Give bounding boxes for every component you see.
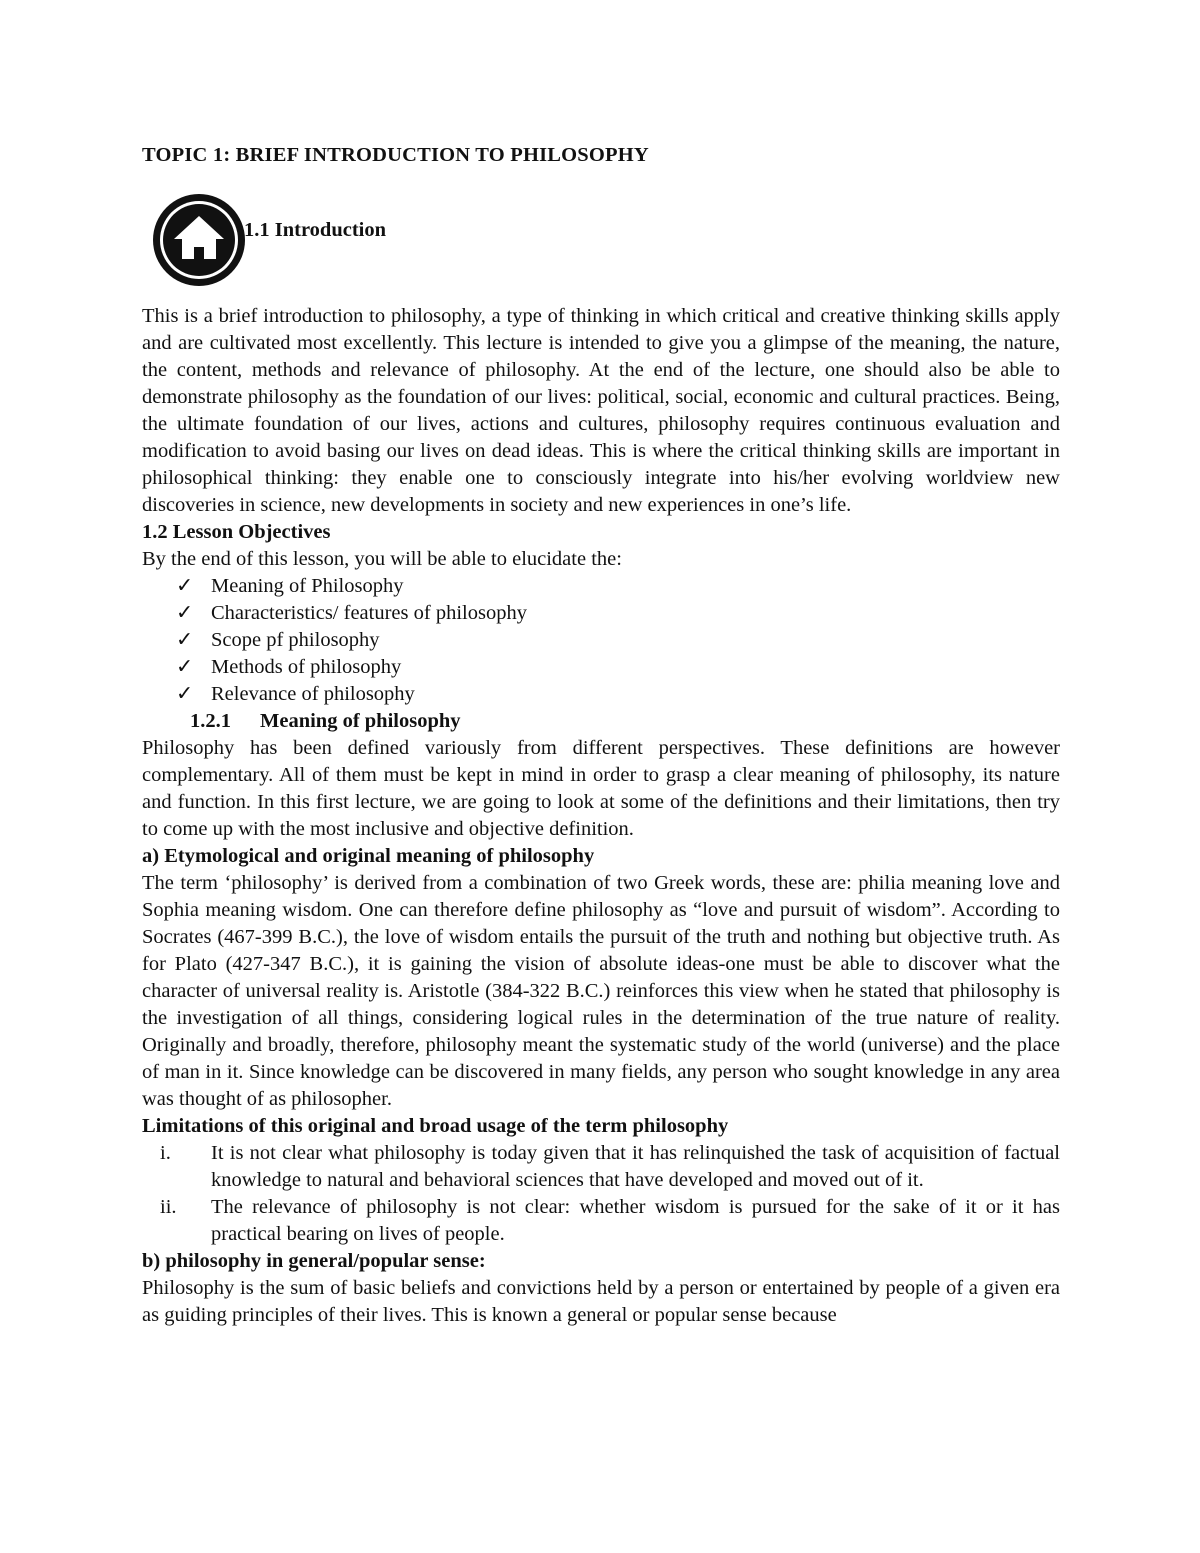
check-icon: ✓ [176, 683, 194, 705]
section-heading-meaning [190, 708, 1060, 735]
list-number: ii. [160, 1196, 177, 1218]
section-heading-lesson-objectives: 1.2 Lesson Objectives [142, 521, 331, 543]
heading-popular-sense: b) philosophy in general/popular sense: [142, 1250, 486, 1272]
objective-text: Scope pf philosophy [211, 629, 380, 651]
check-icon: ✓ [176, 602, 194, 624]
section-heading-introduction: 1.1 Introduction [244, 219, 387, 241]
section-number: 1.2.1 [190, 710, 231, 732]
etymology-paragraph: The term ‘philosophy’ is derived from a combination of two Greek words, these are: philia meaning love and Sophia meaning wisdom. One can therefore define philosophy as “love and pursuit of wisdom”. According to Socrates (467-399 B.C.), the love of wisdom entails the pursuit of the truth and nothing but objective truth. As for Plato (427-347 B.C.), it is gaining the vision of absolute ideas-one must be able to discover what the character of universal reality is. Aristotle (384-322 B.C.) reinforces this view when he stated that philosophy is the investigation of all things, considering logical rules in the determination of the true nature of reality. Originally and broadly, therefore, philosophy meant the systematic study of the world (universe) and the place of man in it. Since knowledge can be discovered in many fields, any person who sought knowledge in any area was thought of as philosopher. [142, 872, 1060, 1110]
objectives-list [142, 573, 1060, 708]
list-number: i. [160, 1142, 171, 1164]
popular-paragraph: Philosophy is the sum of basic beliefs and convictions held by a person or entertained by people of a given era as guiding principles of their lives. This is known a general or popular sense because [142, 1277, 1060, 1326]
list-item [142, 1140, 1060, 1194]
objective-text: Relevance of philosophy [211, 683, 415, 705]
list-item [142, 573, 1060, 600]
list-item [142, 627, 1060, 654]
check-icon: ✓ [176, 575, 194, 597]
objectives-intro: By the end of this lesson, you will be able to elucidate the: [142, 548, 622, 570]
intro-section-header [142, 193, 1060, 303]
list-item [142, 681, 1060, 708]
check-icon: ✓ [176, 629, 194, 651]
list-item [142, 600, 1060, 627]
list-item [142, 654, 1060, 681]
limitation-text: It is not clear what philosophy is today given that it has relinquished the task of acquisition of factual knowledge to natural and behavioral sciences that have developed and moved out of it. [211, 1142, 1060, 1191]
heading-etymological-meaning: a) Etymological and original meaning of philosophy [142, 845, 595, 867]
objective-text: Characteristics/ features of philosophy [211, 602, 527, 624]
meaning-paragraph: Philosophy has been defined variously from different perspectives. These definitions are however complementary. All of them must be kept in mind in order to grasp a clear meaning of philosophy, its nature and function. In this first lecture, we are going to look at some of the definitions and their limitations, then try to come up with the most inclusive and objective definition. [142, 737, 1060, 840]
page-title: TOPIC 1: BRIEF INTRODUCTION TO PHILOSOPHY [142, 144, 649, 166]
list-item [142, 1194, 1060, 1248]
objective-text: Meaning of Philosophy [211, 575, 404, 597]
intro-paragraph: This is a brief introduction to philosophy, a type of thinking in which critical and creative thinking skills apply and are cultivated most excellently. This lecture is intended to give you a glimpse of the meaning, the nature, the content, methods and relevance of philosophy. At the end of the lecture, one should also be able to demonstrate philosophy as the foundation of our lives: political, social, economic and cultural practices. Being, the ultimate foundation of our lives, actions and cultures, philosophy requires continuous evaluation and modification to avoid basing our lives on dead ideas. This is where the critical thinking skills are important in philosophical thinking: they enable one to consciously integrate into his/her evolving worldview new discoveries in science, new developments in society and new experiences in one’s life. [142, 305, 1060, 516]
check-icon: ✓ [176, 656, 194, 678]
section-title: Meaning of philosophy [260, 710, 461, 732]
heading-limitations: Limitations of this original and broad usage of the term philosophy [142, 1115, 729, 1137]
limitations-list [142, 1140, 1060, 1248]
document-body [142, 142, 1060, 1329]
home-icon [152, 193, 246, 287]
objective-text: Methods of philosophy [211, 656, 402, 678]
limitation-text: The relevance of philosophy is not clear: whether wisdom is pursued for the sake of it or it has practical bearing on lives of people. [211, 1196, 1060, 1245]
